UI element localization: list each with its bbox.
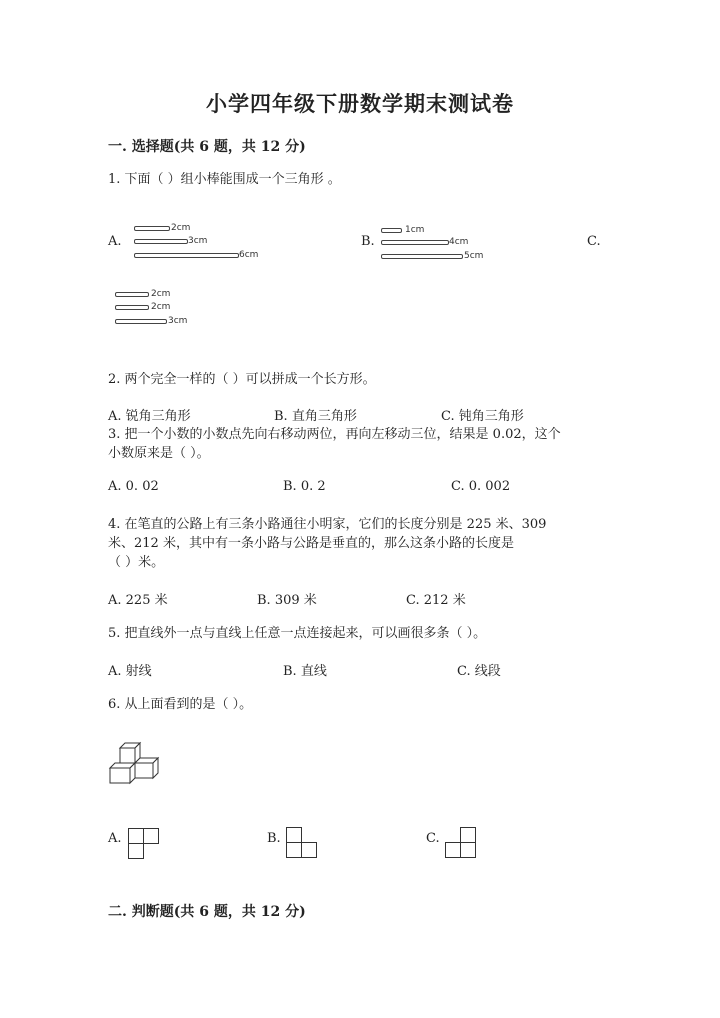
stick [115,319,167,324]
question-5-text: 5. 把直线外一点与直线上任意一点连接起来，可以画很多条（ ）。 [108,626,487,641]
q4-option-b[interactable]: B. 309 米 [257,593,317,608]
stick [381,254,463,259]
stick [381,240,449,245]
q2-option-b[interactable]: B. 直角三角形 [274,409,357,424]
q3-option-c[interactable]: C. 0. 002 [451,479,511,494]
stick-label: 3cm [188,236,208,246]
section-heading-judgment: 二. 判断题(共 6 题，共 12 分) [108,904,306,920]
question-1-text: 1. 下面（ ）组小棒能围成一个三角形 。 [108,172,341,187]
q1-option-b-label[interactable]: B. [361,234,375,249]
question-2-text: 2. 两个完全一样的（ ）可以拼成一个长方形。 [108,372,376,387]
question-3-line2: 小数原来是（ ）。 [108,446,210,461]
question-4-line3: （ ）米。 [108,555,165,570]
q6-option-b-figure [286,827,318,859]
stick-label: 2cm [151,289,171,299]
q2-option-c[interactable]: C. 钝角三角形 [441,409,524,424]
section-heading-choice: 一. 选择题(共 6 题，共 12 分) [108,139,306,155]
question-6-text: 6. 从上面看到的是（ ）。 [108,697,253,712]
stick-label: 2cm [171,223,191,233]
stick [134,239,188,244]
q4-option-a[interactable]: A. 225 米 [108,593,168,608]
q5-option-c[interactable]: C. 线段 [457,664,501,679]
q6-option-c-figure [445,827,477,859]
cube-stack-figure [108,743,164,783]
stick-label: 1cm [405,225,425,235]
stick-label: 2cm [151,302,171,312]
stick-label: 5cm [464,251,484,261]
q5-option-b[interactable]: B. 直线 [283,664,327,679]
q2-option-a[interactable]: A. 锐角三角形 [108,409,191,424]
q6-option-a-figure [128,828,160,860]
q3-option-a[interactable]: A. 0. 02 [108,479,159,494]
stick-label: 3cm [168,316,188,326]
q5-option-a[interactable]: A. 射线 [108,664,152,679]
question-3-line1: 3. 把一个小数的小数点先向右移动两位，再向左移动三位，结果是 0.02，这个 [108,427,561,442]
stick [381,228,402,233]
q4-option-c[interactable]: C. 212 米 [406,593,466,608]
stick [115,305,149,310]
stick-label: 6cm [239,250,259,260]
stick [115,292,149,297]
stick [134,253,239,258]
stick [134,226,170,231]
q1-option-c-label[interactable]: C. [587,234,601,249]
page-title: 小学四年级下册数学期末测试卷 [206,91,514,116]
question-4-line1: 4. 在笔直的公路上有三条小路通往小明家，它们的长度分别是 225 米、309 [108,517,547,532]
q1-option-a-label[interactable]: A. [108,234,122,249]
stick-label: 4cm [449,237,469,247]
q3-option-b[interactable]: B. 0. 2 [283,479,326,494]
q6-option-c[interactable]: C. [426,831,440,846]
question-4-line2: 米、212 米，其中有一条小路与公路是垂直的，那么这条小路的长度是 [108,536,514,551]
q6-option-a[interactable]: A. [108,831,122,846]
q6-option-b[interactable]: B. [267,831,281,846]
